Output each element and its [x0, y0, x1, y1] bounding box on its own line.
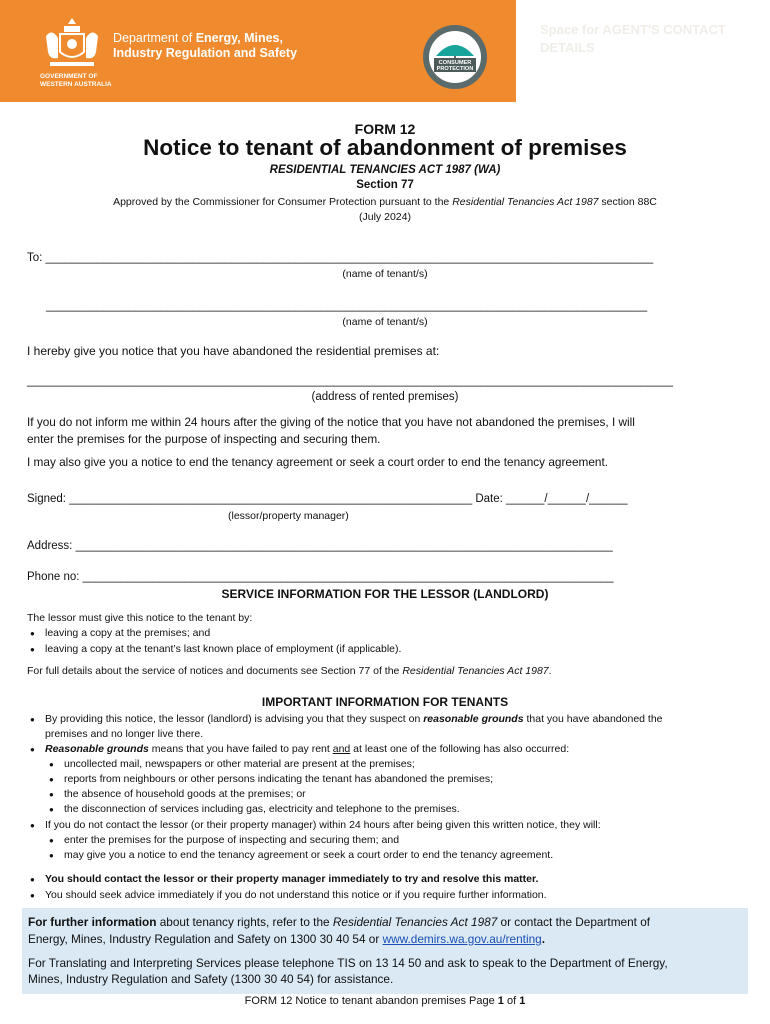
important-b2-sub2: reports from neighbours or other persons indicating the tenant has abandoned the premises;: [64, 773, 494, 785]
important-b2: [45, 743, 569, 755]
info-p2-line2: Mines, Industry Regulation and Safety (1300 30 40 54) for assistance.: [28, 972, 394, 986]
bullet-icon: ●: [30, 629, 35, 638]
footer-total: 1: [519, 995, 526, 1007]
approval-act: Residential Tenancies Act 1987: [452, 196, 599, 208]
approval-date: (July 2024): [359, 211, 411, 223]
gov-line2: WESTERN AUSTRALIA: [40, 81, 112, 88]
tenant-name-field-2[interactable]: ______________________________________________________________________________________________: [46, 300, 648, 312]
b2-and: and: [332, 743, 351, 755]
b2-mid: means that you have failed to pay rent: [148, 743, 333, 755]
para1-line2: enter the premises for the purpose of inspecting and securing them.: [27, 432, 381, 446]
approval-pre: Approved by the Commissioner for Consumer Protection pursuant to the: [113, 196, 453, 208]
details-post: .: [548, 665, 552, 677]
info-p1-line2: [28, 932, 545, 946]
agent-line2: DETAILS: [540, 40, 595, 55]
service-item-2: leaving a copy at the tenant’s last known place of employment (if applicable).: [45, 643, 402, 655]
bullet-icon: ●: [49, 760, 54, 769]
notice-statement: I hereby give you notice that you have abandoned the residential premises at:: [27, 344, 440, 358]
important-b2-sub4: the disconnection of services including gas, electricity and telephone to the premises.: [64, 803, 460, 815]
government-label: [40, 73, 112, 89]
important-b5: You should seek advice immediately if you do not understand this notice or if you require further information.: [45, 889, 547, 901]
tenant-name-caption: (name of tenant/s): [342, 268, 428, 280]
bullet-icon: ●: [49, 805, 54, 814]
to-field[interactable]: [27, 252, 653, 264]
consumer-protection-logo-icon: [422, 24, 488, 90]
form-number: FORM 12: [354, 121, 416, 137]
act-name: RESIDENTIAL TENANCIES ACT 1987 (WA): [269, 164, 501, 176]
para2: I may also give you a notice to end the tenancy agreement or seek a court order to end the tenancy agreement.: [27, 455, 609, 469]
to-line[interactable]: _______________________________________________________________________________________________: [45, 252, 654, 264]
important-b1: [45, 713, 663, 725]
bullet-icon: ●: [49, 775, 54, 784]
important-b3-sub2: may give you a notice to end the tenancy agreement or seek a court order to end the tenancy agreement.: [64, 849, 554, 861]
bullet-icon: ●: [49, 790, 54, 799]
dept-prefix: Department of: [113, 31, 196, 45]
service-intro: The lessor must give this notice to the tenant by:: [27, 612, 253, 624]
b1-bold: reasonable grounds: [423, 713, 524, 725]
page-title: Notice to tenant of abandonment of premises: [143, 135, 627, 160]
service-details: [27, 665, 552, 677]
page-footer: [0, 995, 770, 1007]
para1-line1: If you do not inform me within 24 hours after the giving of the notice that you have not abandoned the premises, I will: [27, 415, 635, 429]
gov-line1: GOVERNMENT OF: [40, 73, 98, 80]
important-heading: IMPORTANT INFORMATION FOR TENANTS: [261, 695, 509, 709]
address-field[interactable]: Address: ____________________________________________________________________________________: [27, 540, 613, 552]
details-act: Residential Tenancies Act 1987: [402, 665, 549, 677]
b1-post: that you have abandoned the: [523, 713, 663, 725]
department-name-line1: [113, 31, 283, 45]
bullet-icon: ●: [30, 745, 35, 754]
bullet-icon: ●: [49, 836, 54, 845]
info-mid: about tenancy rights, refer to the: [156, 915, 333, 929]
b2-post: at least one of the following has also occurred:: [350, 743, 570, 755]
footer-pre: FORM 12 Notice to tenant abandon premises Page: [244, 995, 498, 1007]
wa-crest-icon: [42, 14, 102, 76]
approval-text: [0, 196, 770, 208]
svg-text:PROTECTION: PROTECTION: [436, 66, 474, 72]
info-p2-line1: For Translating and Interpreting Services please telephone TIS on 13 14 50 and ask to speak to the Department of Energy,: [28, 956, 668, 970]
address-caption: (address of rented premises): [311, 391, 459, 403]
bullet-icon: ●: [30, 715, 35, 724]
signed-date-field[interactable]: Signed: _______________________________________________________________ Date: ______/______/______: [27, 493, 628, 505]
info-bold: For further information: [28, 915, 157, 929]
footer-page: 1: [497, 995, 504, 1007]
important-b3-sub1: enter the premises for the purpose of inspecting and securing them; and: [64, 834, 400, 846]
service-item-1: leaving a copy at the premises; and: [45, 627, 211, 639]
important-b3: If you do not contact the lessor (or their property manager) within 24 hours after being given this written notice, they will:: [45, 819, 601, 831]
details-pre: For full details about the service of notices and documents see Section 77 of the: [27, 665, 403, 677]
dept-bold: Energy, Mines,: [195, 31, 283, 45]
approval-post: section 88C: [598, 196, 657, 208]
phone-field[interactable]: Phone no: ___________________________________________________________________________________: [27, 571, 614, 583]
info-line2-pre: Energy, Mines, Industry Regulation and Safety on 1300 30 40 54 or: [28, 932, 383, 946]
b2-bold: Reasonable grounds: [45, 743, 149, 755]
b1-pre: By providing this notice, the lessor (landlord) is advising you that they suspect on: [45, 713, 424, 725]
info-p1-line1: [28, 915, 650, 929]
department-name-line2: Industry Regulation and Safety: [113, 46, 298, 60]
footer-mid: of: [503, 995, 520, 1007]
agent-line1: Space for AGENT'S CONTACT: [540, 22, 726, 37]
bullet-icon: ●: [49, 851, 54, 860]
service-heading: SERVICE INFORMATION FOR THE LESSOR (LANDLORD): [221, 587, 549, 601]
renting-link[interactable]: www.demirs.wa.gov.au/renting: [382, 932, 542, 946]
info-act: Residential Tenancies Act 1987: [332, 915, 498, 929]
info-line2-post: .: [541, 932, 545, 946]
to-label: To:: [27, 252, 46, 264]
agent-contact-placeholder: [540, 21, 740, 57]
bullet-icon: ●: [30, 821, 35, 830]
svg-text:CONSUMER: CONSUMER: [438, 60, 472, 66]
signed-caption: (lessor/property manager): [228, 510, 349, 522]
section-label: Section 77: [356, 179, 414, 191]
important-b1-line2: premises and no longer live there.: [45, 728, 204, 740]
important-b2-sub1: uncollected mail, newspapers or other material are present at the premises;: [64, 758, 415, 770]
important-b2-sub3: the absence of household goods at the premises; or: [64, 788, 306, 800]
tenant-name-caption-2: (name of tenant/s): [342, 316, 428, 328]
bullet-icon: ●: [30, 645, 35, 654]
info-post: or contact the Department of: [497, 915, 651, 929]
important-b4: You should contact the lessor or their property manager immediately to try and resolve this matter.: [45, 873, 539, 885]
bullet-icon: ●: [30, 875, 35, 884]
bullet-icon: ●: [30, 891, 35, 900]
address-premises-field[interactable]: _____________________________________________________________________________________________________: [27, 375, 673, 387]
